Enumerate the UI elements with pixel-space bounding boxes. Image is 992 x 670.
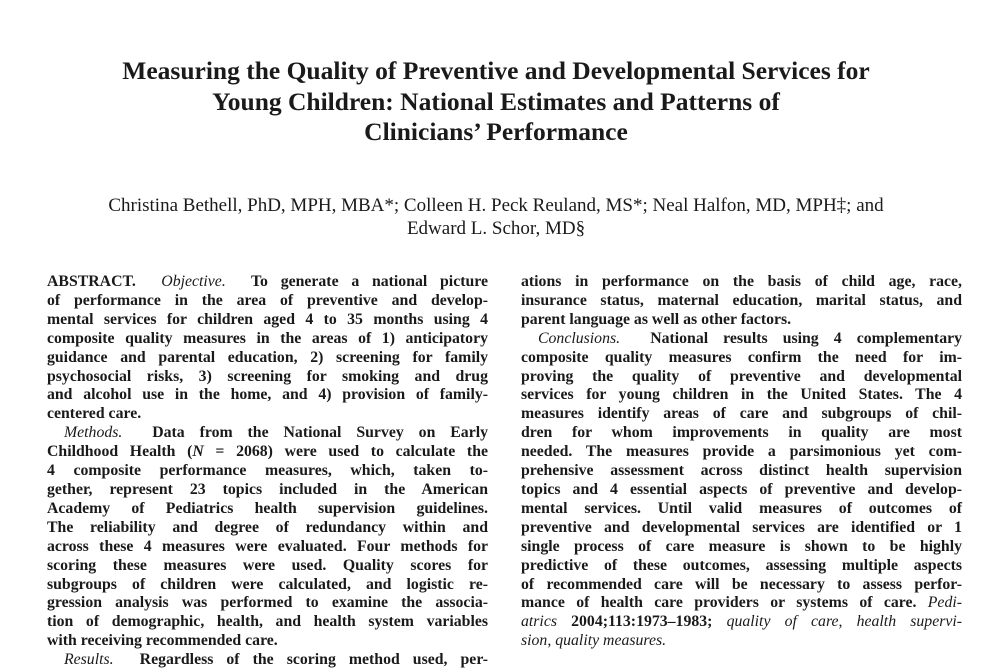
abstract-line: and alcohol use in the home, and 4) provision of family- <box>47 386 488 404</box>
abstract-line: composite quality measures confirm the need for im- <box>521 348 962 366</box>
abstract-right-column <box>521 273 962 651</box>
abstract-line: 4 composite performance measures, which, taken to- <box>47 462 488 480</box>
abstract-line: measures identify areas of care and subgroups of chil- <box>521 405 962 423</box>
abstract-line: gether, represent 23 topics included in the American <box>47 480 488 498</box>
author-line: Edward L. Schor, MD§ <box>406 218 586 239</box>
abstract-line: with receiving recommended care. <box>47 632 278 650</box>
abstract-line: single process of care measure is shown to be highly <box>521 537 962 555</box>
abstract-line <box>47 443 488 462</box>
methods-text: = 2068) were used to calculate the <box>203 443 488 461</box>
title-line: Young Children: National Estimates and Patterns of <box>212 86 780 116</box>
abstract-line <box>47 651 488 670</box>
abstract-line: mental services. Until valid measures of outcomes of <box>521 499 962 517</box>
title-line: Clinicians’ Performance <box>364 117 628 146</box>
abstract-line <box>47 424 488 443</box>
abstract-line: of recommended care will be necessary to assess perfor- <box>521 575 962 593</box>
abstract-line: services for young children in the United States. The 4 <box>521 386 962 404</box>
abstract-line: parent language as well as other factors. <box>521 310 792 328</box>
article-title <box>0 56 992 148</box>
abstract-line <box>521 330 962 349</box>
abstract-line <box>521 613 962 632</box>
abstract-line: topics and 4 essential aspects of preventive and develop- <box>521 480 962 498</box>
methods-text: Data from the National Survey on Early <box>152 424 489 442</box>
abstract-line: insurance status, maternal education, marital status, and <box>521 291 962 309</box>
abstract-line: psychosocial risks, 3) screening for smoking and drug <box>47 367 488 385</box>
abstract-line: scoring these measures were used. Quality scores for <box>47 556 488 574</box>
abstract-line <box>521 594 962 613</box>
abstract-line: guidance and parental education, 2) screening for family <box>47 348 488 366</box>
abstract-line: dren for whom improvements in quality are most <box>521 424 962 442</box>
abstract-line: needed. The measures provide a parsimonious yet com- <box>521 443 962 461</box>
sample-size-symbol: N <box>192 443 204 461</box>
abstract-line: of performance in the area of preventive and develop- <box>47 291 488 309</box>
abstract-line: The reliability and degree of redundancy within and <box>47 518 488 536</box>
abstract-line: centered care. <box>47 405 142 423</box>
objective-label: Objective. <box>161 273 226 290</box>
abstract-line: tion of demographic, health, and health system variables <box>47 613 488 631</box>
conclusions-text: National results using 4 complementary <box>650 329 962 347</box>
abstract-line: mental services for children aged 4 to 35 months using 4 <box>47 310 488 328</box>
abstract-line: ations in performance on the basis of child age, race, <box>521 273 962 290</box>
journal-name: Pedi- <box>927 594 962 612</box>
abstract-line: across these 4 measures were evaluated. Four methods for <box>47 537 488 555</box>
author-line: Christina Bethell, PhD, MPH, MBA*; Colleen H. Peck Reuland, MS*; Neal Halfon, MD, MPH‡; and <box>108 195 884 216</box>
abstract-line: prehensive assessment across distinct health supervision <box>521 462 962 480</box>
title-line: Measuring the Quality of Preventive and Developmental Services for <box>122 56 870 85</box>
abstract-line <box>47 273 488 292</box>
objective-text: To generate a national picture <box>250 273 488 290</box>
abstract-line: composite quality measures in the areas of 1) anticipatory <box>47 329 488 347</box>
author-list <box>0 194 992 240</box>
methods-label: Methods. <box>64 424 123 442</box>
abstract-line: predictive of these outcomes, assessing multiple aspects <box>521 556 962 574</box>
citation-reference: 2004;113:1973–1983; <box>556 613 727 631</box>
journal-name: atrics <box>521 613 557 631</box>
citation-text: mance of health care providers or systems of care. <box>521 594 928 612</box>
abstract-line: subgroups of children were calculated, and logistic re- <box>47 575 488 593</box>
keywords: sion, quality measures. <box>521 632 667 650</box>
abstract-line <box>521 632 962 651</box>
abstract-line: preventive and developmental services are identified or 1 <box>521 518 962 536</box>
abstract-line: proving the quality of preventive and developmental <box>521 367 962 385</box>
results-text: Regardless of the scoring method used, per- <box>139 651 488 669</box>
abstract-line: Academy of Pediatrics health supervision guidelines. <box>47 499 488 517</box>
results-label: Results. <box>64 651 114 669</box>
keywords: quality of care, health supervi- <box>726 613 963 631</box>
abstract-heading: ABSTRACT. <box>47 273 136 290</box>
methods-text: Childhood Health ( <box>47 443 193 461</box>
abstract-line: gression analysis was performed to examine the associa- <box>47 594 488 612</box>
conclusions-label: Conclusions. <box>538 329 621 347</box>
abstract-left-column <box>47 273 488 670</box>
